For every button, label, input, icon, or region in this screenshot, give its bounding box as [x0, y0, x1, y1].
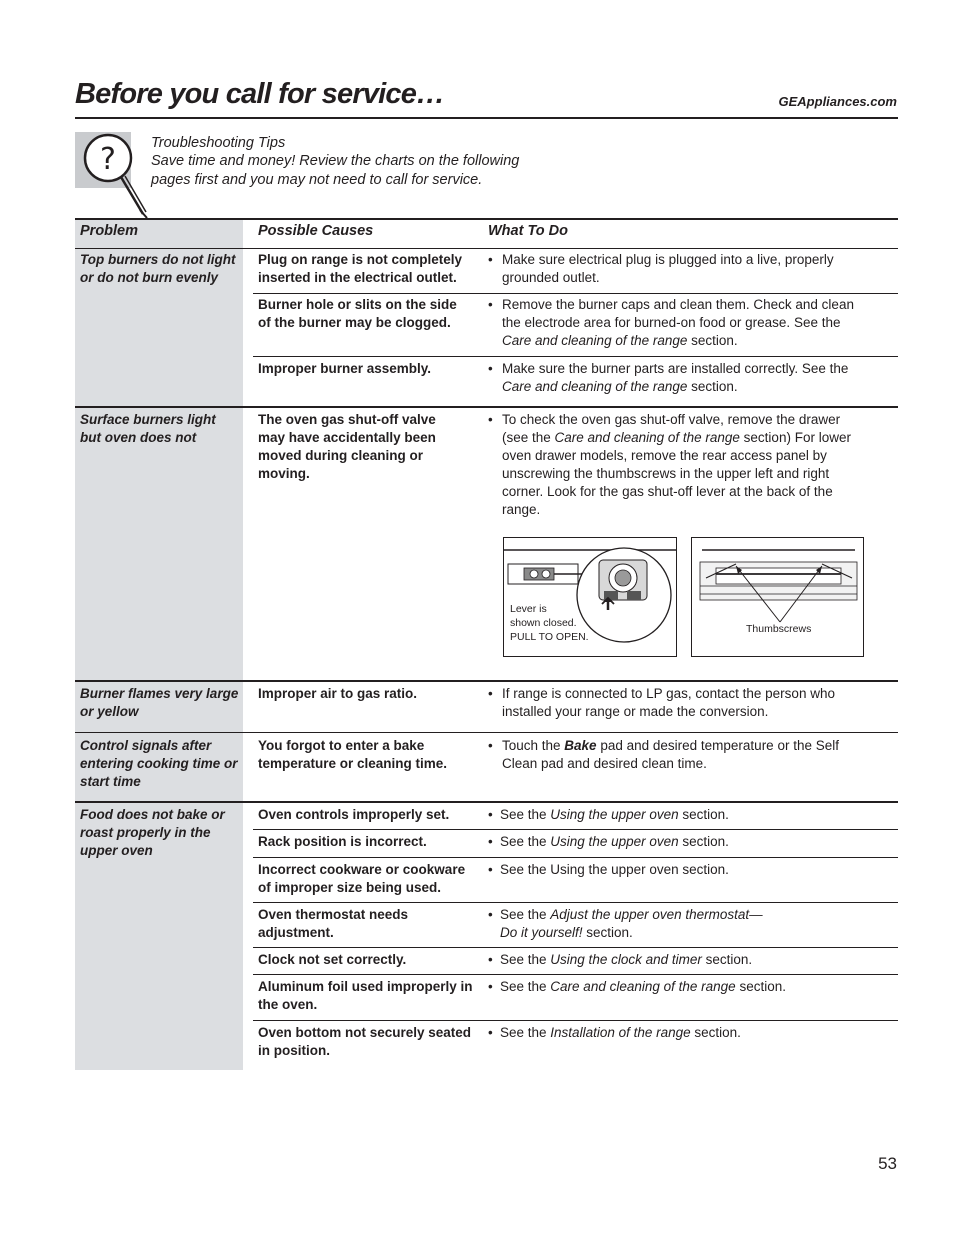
- cause-shutoff-valve: The oven gas shut-off valve may have accidentally been moved during cleaning or moving.: [258, 412, 436, 481]
- problem-top-burners: Top burners do not light or do not burn evenly: [80, 252, 236, 285]
- row-rule: [75, 406, 898, 408]
- row-rule: [253, 902, 898, 903]
- header-possible-causes: Possible Causes: [258, 223, 374, 239]
- row-rule: [253, 356, 898, 357]
- header-rule: [75, 248, 898, 249]
- cause-controls-set: Oven controls improperly set.: [258, 807, 450, 822]
- cause-clogged: Burner hole or slits on the side of the burner may be clogged.: [258, 297, 457, 330]
- figure-gas-shutoff-valve: [503, 537, 677, 657]
- table-top-rule: [75, 218, 898, 220]
- cause-air-gas-ratio: Improper air to gas ratio.: [258, 686, 418, 701]
- problem-oven-does-not-light: Surface burners light but oven does not: [80, 412, 216, 445]
- todo-burner-assembly: • Make sure the burner parts are installed correctly. See the Care and cleaning of the range section.: [488, 361, 849, 394]
- thumbscrews-illustration: [692, 538, 864, 657]
- todo-shutoff-valve: • To check the oven gas shut-off valve, remove the drawer (see the Care and cleaning of the range section) For lower oven drawer models, remove the rear access panel by unscrewing the thumbscrews in the upper left and right corner. Look for the gas shut-off lever at the back of the range.: [488, 412, 851, 517]
- problem-burner-flames: Burner flames very large or yellow: [80, 686, 239, 719]
- todo-clogged: • Remove the burner caps and clean them. Check and clean the electrode area for burned-on food or grease. See the Care and cleaning of the range section.: [488, 297, 854, 348]
- figure-2-caption: Thumbscrews: [746, 623, 812, 635]
- header-problem: Problem: [80, 223, 139, 239]
- row-rule: [253, 829, 898, 830]
- todo-oven-bottom: • See the Installation of the range section.: [488, 1025, 741, 1040]
- cause-aluminum-foil: Aluminum foil used improperly in the oven.: [258, 979, 473, 1012]
- page-number: 53: [878, 1154, 897, 1173]
- cause-cookware: Incorrect cookware or cookware of improper size being used.: [258, 862, 466, 895]
- page-title: Before you call for service…: [75, 78, 445, 110]
- todo-rack-position: • See the Using the upper oven section.: [488, 834, 729, 849]
- cause-plug: Plug on range is not completely inserted in the electrical outlet.: [258, 252, 463, 285]
- todo-forgot-temp: • Touch the Bake pad and desired temperature or the Self Clean pad and desired clean time.: [488, 738, 839, 771]
- cause-clock: Clock not set correctly.: [258, 952, 407, 967]
- row-rule: [253, 857, 898, 858]
- problem-control-signals: Control signals after entering cooking time or start time: [80, 738, 238, 789]
- cause-thermostat: Oven thermostat needs adjustment.: [258, 907, 409, 940]
- header-what-to-do: What To Do: [488, 223, 568, 239]
- title-rule: [75, 117, 898, 119]
- figure-1-caption: Lever is shown closed. PULL TO OPEN.: [510, 603, 589, 643]
- row-rule: [253, 974, 898, 975]
- cause-rack-position: Rack position is incorrect.: [258, 834, 427, 849]
- row-rule: [253, 1020, 898, 1021]
- todo-thermostat: • See the Adjust the upper oven thermostat— Do it yourself! section.: [488, 907, 763, 940]
- row-rule: [253, 293, 898, 294]
- todo-aluminum-foil: • See the Care and cleaning of the range section.: [488, 979, 786, 994]
- troubleshooting-tips: [151, 134, 519, 189]
- cause-burner-assembly: Improper burner assembly.: [258, 361, 432, 376]
- todo-controls-set: • See the Using the upper oven section.: [488, 807, 729, 822]
- site-url: GEAppliances.com: [778, 94, 897, 109]
- svg-text:?: ?: [100, 142, 116, 177]
- question-magnifier-icon: [75, 132, 155, 220]
- bullet: •: [488, 252, 493, 267]
- todo-air-gas-ratio: • If range is connected to LP gas, contact the person who installed your range or made the conversion.: [488, 686, 835, 719]
- row-rule: [75, 801, 898, 803]
- figure-thumbscrews: [691, 537, 864, 657]
- cause-oven-bottom: Oven bottom not securely seated in position.: [258, 1025, 472, 1058]
- todo-cookware: • See the Using the upper oven section.: [488, 862, 729, 877]
- problem-column-background: [75, 219, 243, 1070]
- row-rule: [253, 947, 898, 948]
- row-rule: [75, 680, 898, 682]
- tips-line-2: pages first and you may not need to call for service.: [151, 171, 483, 188]
- cause-forgot-temp: You forgot to enter a bake temperature or cleaning time.: [258, 738, 448, 771]
- todo-clock: • See the Using the clock and timer section.: [488, 952, 753, 967]
- problem-food-does-not-bake: Food does not bake or roast properly in the upper oven: [80, 807, 225, 858]
- todo-plug: • Make sure electrical plug is plugged into a live, properly grounded outlet.: [488, 252, 834, 285]
- tips-heading: Troubleshooting Tips: [151, 135, 286, 151]
- row-rule: [75, 732, 898, 733]
- tips-line-1: Save time and money! Review the charts on the following: [151, 153, 520, 170]
